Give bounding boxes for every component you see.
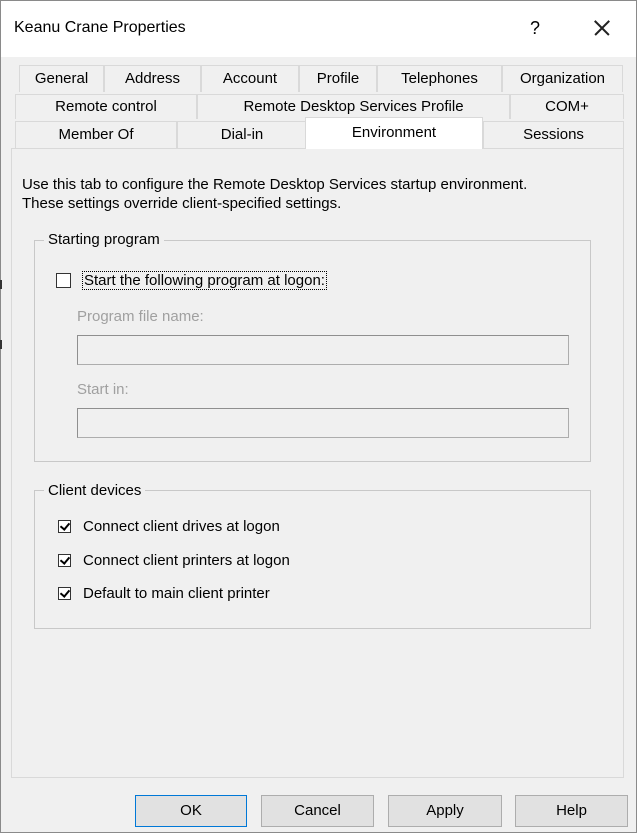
tab-remote-control[interactable]: Remote control [15,94,197,119]
tab-environment[interactable]: Environment [305,117,483,149]
starting-program-group-label: Starting program [44,231,164,249]
tab-profile[interactable]: Profile [299,65,377,92]
default-printer-label[interactable]: Default to main client printer [83,585,270,602]
tab-member-of[interactable]: Member Of [15,121,177,148]
tab-account[interactable]: Account [201,65,299,92]
apply-button[interactable]: Apply [388,795,502,827]
start-program-checkbox[interactable] [56,273,71,288]
description-line: Use this tab to configure the Remote Desktop Services startup environment. [22,176,528,193]
tab-sessions[interactable]: Sessions [483,121,624,148]
background-edge-mark [0,280,2,289]
tab-address[interactable]: Address [104,65,201,92]
connect-drives-checkbox[interactable] [58,520,71,533]
close-icon[interactable] [587,13,617,43]
tab-dial-in[interactable]: Dial-in [177,121,307,148]
program-file-name-label: Program file name: [77,308,204,325]
tab-description [22,175,622,213]
start-in-input[interactable] [77,408,569,438]
description-line: These settings override client-specified settings. [22,195,342,212]
cancel-button[interactable]: Cancel [261,795,374,827]
help-button[interactable]: Help [515,795,628,827]
client-devices-group-label: Client devices [44,482,145,500]
tab-telephones[interactable]: Telephones [377,65,502,92]
start-in-label: Start in: [77,381,129,398]
connect-printers-checkbox[interactable] [58,554,71,567]
default-printer-checkbox[interactable] [58,587,71,600]
title-bar[interactable] [1,1,636,57]
connect-drives-label[interactable]: Connect client drives at logon [83,518,280,535]
program-file-name-input[interactable] [77,335,569,365]
tab-organization[interactable]: Organization [502,65,623,92]
ok-button[interactable]: OK [135,795,247,827]
start-program-label[interactable] [83,271,326,290]
background-edge-mark [0,340,2,349]
tab-com-plus[interactable]: COM+ [510,94,624,119]
tab-remote-desktop-services-profile[interactable]: Remote Desktop Services Profile [197,94,510,119]
connect-printers-label[interactable]: Connect client printers at logon [83,552,290,569]
help-icon[interactable]: ? [529,18,540,38]
tab-general[interactable]: General [19,65,104,92]
start-program-label-text: Start the following program at logon: [84,272,325,289]
window-title: Keanu Crane Properties [14,19,186,36]
